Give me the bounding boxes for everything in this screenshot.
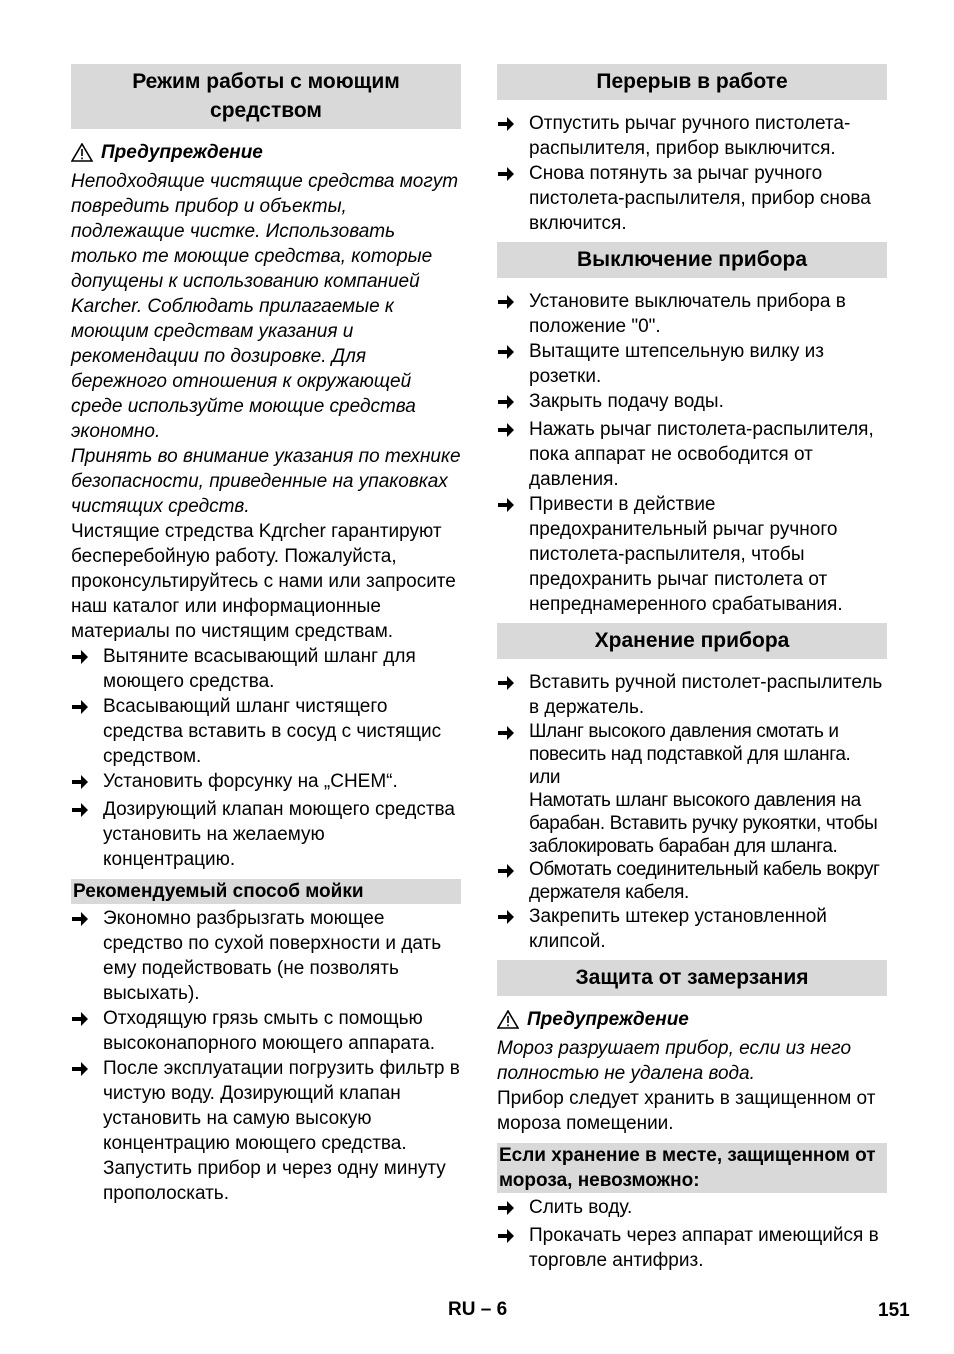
cleaning-steps (71, 906, 461, 1206)
list-item: Слить воду. (497, 1195, 887, 1223)
arrow-right-icon (497, 1223, 529, 1273)
list-item: Привести в действие предохранительный рычаг ручного пистолета-распылителя, чтобы предохранить рычаг пистолета от непреднамеренного срабатывания. (497, 492, 887, 617)
list-item: Вставить ручной пистолет-распылитель в держатель. (497, 670, 887, 720)
list-item: Снова потянуть за рычаг ручного пистолета-распылителя, прибор снова включится. (497, 161, 887, 236)
sub-heading-no-frost-storage: Если хранение в месте, защищенном от мороза, невозможно: (497, 1143, 887, 1193)
arrow-right-icon (497, 492, 529, 617)
section-heading-detergent: Режим работы с моющим средством (71, 64, 461, 129)
right-column (497, 64, 887, 1279)
list-item: Отходящую грязь смыть с помощью высоконапорного моющего аппарата. (71, 1006, 461, 1056)
arrow-right-icon (71, 644, 103, 694)
list-item: Обмотать соединительный кабель вокруг держателя кабеля. (497, 858, 887, 904)
arrow-right-icon (497, 289, 529, 339)
list-item: Установить форсунку на „CHEM“. (71, 769, 461, 797)
list-item: Закрыть подачу воды. (497, 389, 887, 417)
pause-steps (497, 111, 887, 236)
warning-block (497, 1007, 887, 1032)
warning-text: Мороз разрушает прибор, если из него полностью не удалена вода. (497, 1038, 852, 1084)
body-text: Чистящие стредства Kдrcher гарантируют бесперебойную работу. Пожалуйста, проконсультируйтесь с нами или запросите наш каталог или информационные материалы по чистящим средствам. (71, 521, 456, 642)
list-item: Прокачать через аппарат имеющийся в торговле антифриз. (497, 1223, 887, 1273)
storage-steps (497, 670, 887, 954)
arrow-right-icon (497, 339, 529, 389)
warning-text: Неподходящие чистящие средства могут повредить прибор и объекты, подлежащие чистке. Использовать только те моющие средства, которые допущены к использованию компанией Karcher. Соблюдать прилагаемые к моющим средствам указания и рекомендации по дозировке. Для бережного отношения к окружающей среде используйте моющие средства экономно. (71, 171, 459, 442)
warning-triangle-icon (497, 1010, 519, 1029)
arrow-right-icon (497, 161, 529, 236)
section-heading-frost: Защита от замерзания (497, 960, 887, 996)
list-item: Дозирующий клапан моющего средства установить на желаемую концентрацию. (71, 797, 461, 872)
storage-hose-option: Шланг высокого давления смотать и повесить над подставкой для шланга. или Намотать шланг высокого давления на барабан. Вставить ручку рукоятки, чтобы заблокировать барабан для шланга. (529, 721, 878, 857)
arrow-right-icon (497, 904, 529, 954)
warning-text-2: Принять во внимание указания по технике безопасности, приведенные на упаковках чистящих средств. (71, 446, 461, 517)
list-item: Отпустить рычаг ручного пистолета-распылителя, прибор выключится. (497, 111, 887, 161)
sub-heading-cleaning-method: Рекомендуемый способ мойки (71, 879, 461, 904)
arrow-right-icon (71, 906, 103, 1006)
arrow-right-icon (497, 1195, 529, 1223)
list-item (497, 720, 887, 858)
left-column (71, 64, 461, 1212)
warning-label: Предупреждение (527, 1009, 689, 1030)
arrow-right-icon (497, 417, 529, 492)
warning-label: Предупреждение (101, 142, 263, 163)
detergent-steps (71, 644, 461, 872)
list-item: Всасывающий шланг чистящего средства вставить в сосуд с чистящис средством. (71, 694, 461, 769)
arrow-right-icon (497, 389, 529, 417)
arrow-right-icon (497, 111, 529, 161)
list-item: Установите выключатель прибора в положение "0". (497, 289, 887, 339)
section-heading-pause: Перерыв в работе (497, 64, 887, 100)
section-heading-storage: Хранение прибора (497, 623, 887, 659)
list-item: Экономно разбрызгать моющее средство по сухой поверхности и дать ему подействовать (не позволять высыхать). (71, 906, 461, 1006)
body-text: Прибор следует хранить в защищенном от мороза помещении. (497, 1088, 876, 1134)
list-item: Вытащите штепсельную вилку из розетки. (497, 339, 887, 389)
arrow-right-icon (71, 1056, 103, 1206)
list-item: Вытяните всасывающий шланг для моющего средства. (71, 644, 461, 694)
arrow-right-icon (71, 1006, 103, 1056)
arrow-right-icon (71, 769, 103, 797)
shutdown-steps (497, 289, 887, 617)
list-item: Нажать рычаг пистолета-распылителя, пока аппарат не освободится от давления. (497, 417, 887, 492)
arrow-right-icon (71, 694, 103, 769)
list-item: Закрепить штекер установленной клипсой. (497, 904, 887, 954)
arrow-right-icon (71, 797, 103, 872)
arrow-right-icon (497, 858, 529, 904)
warning-block (71, 140, 461, 165)
footer-section-label: RU – 6 (448, 1299, 508, 1320)
arrow-right-icon (497, 670, 529, 720)
frost-steps (497, 1195, 887, 1273)
section-heading-shutdown: Выключение прибора (497, 242, 887, 278)
list-item: После эксплуатации погрузить фильтр в чистую воду. Дозирующий клапан установить на самую высокую концентрацию моющего средства. Запустить прибор и через одну минуту прополоскать. (71, 1056, 461, 1206)
warning-triangle-icon (71, 143, 93, 162)
arrow-right-icon (497, 720, 529, 858)
page-number: 151 (878, 1300, 910, 1321)
